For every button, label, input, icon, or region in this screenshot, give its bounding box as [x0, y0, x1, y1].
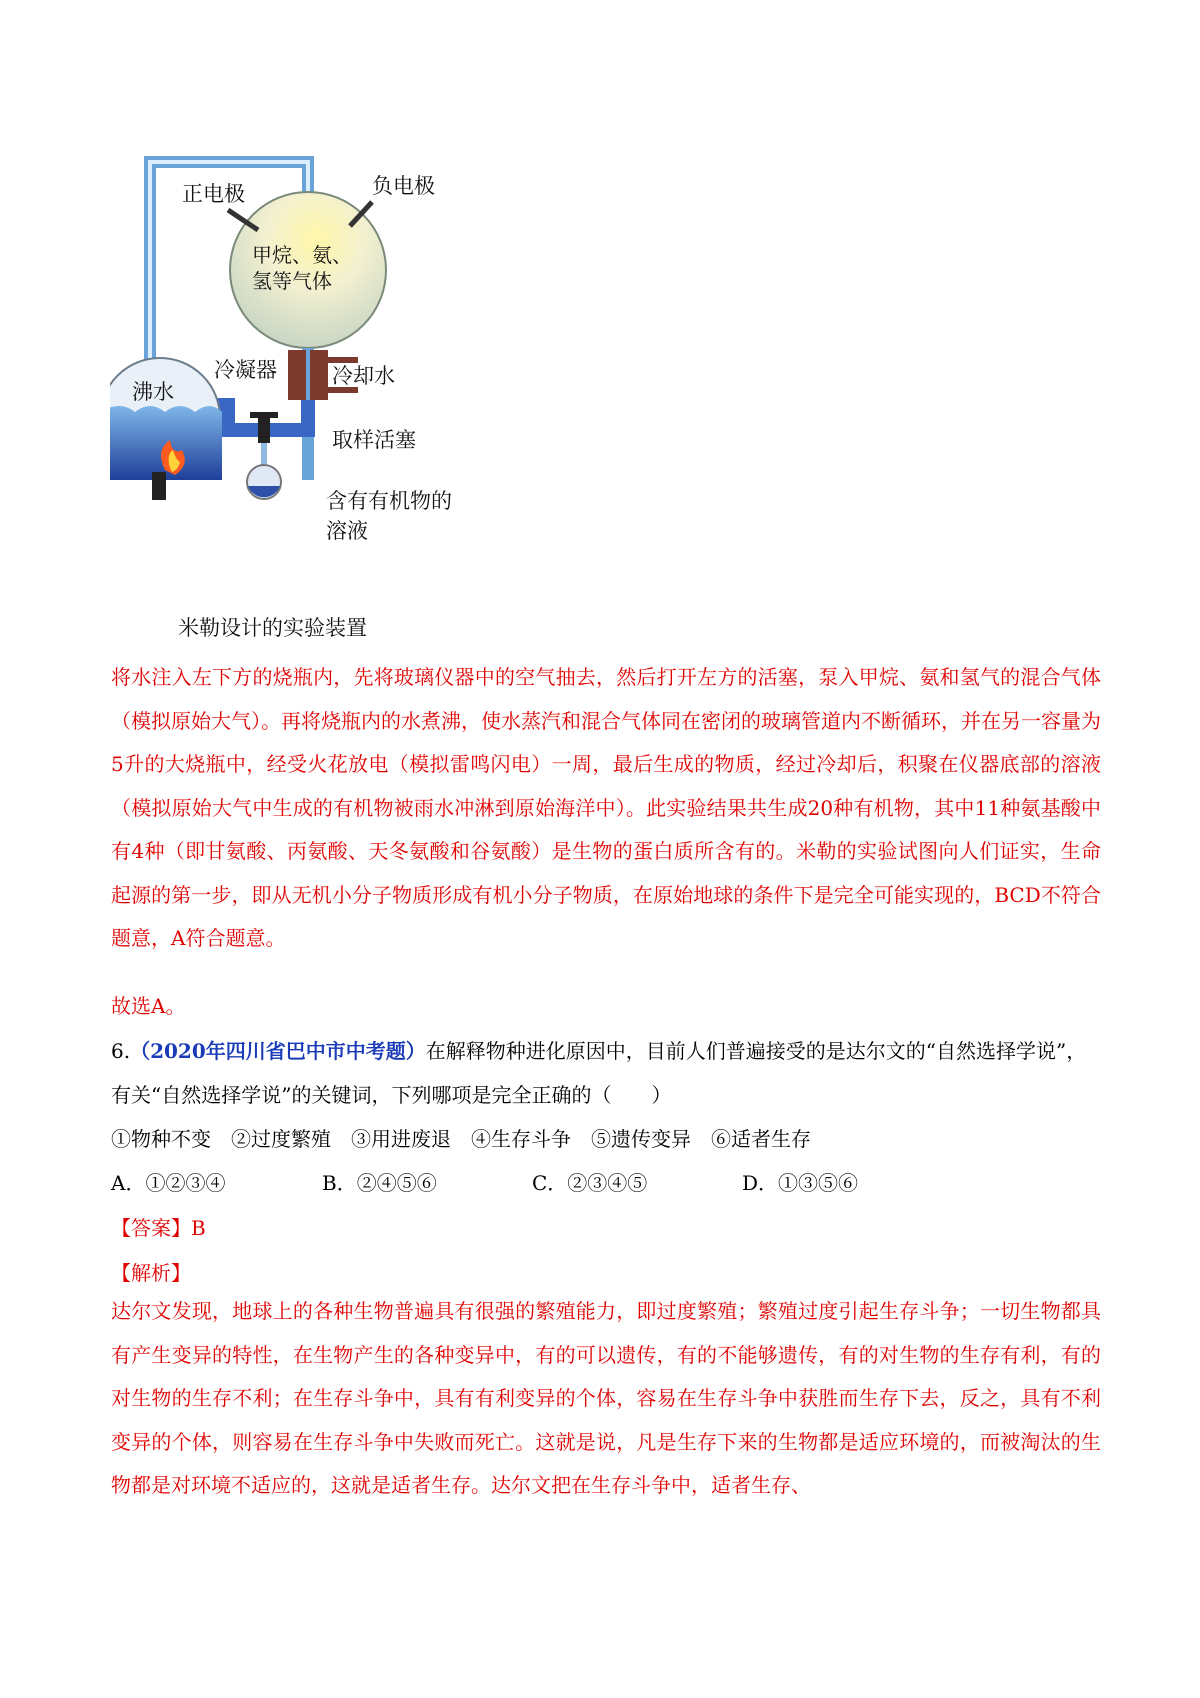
figure-caption: 米勒设计的实验装置	[178, 616, 367, 640]
miller-apparatus-figure	[110, 150, 510, 650]
q6-answer	[111, 1213, 206, 1243]
q6-stem-text: 在解释物种进化原因中，目前人们普遍接受的是达尔文的“自然选择学说”，	[425, 1039, 1087, 1063]
q6-stem-line2: 有关“自然选择学说”的关键词，下列哪项是完全正确的（ ）	[111, 1083, 672, 1107]
q6-option-c: C．②③④⑤	[532, 1171, 648, 1195]
q6-option-b: B．②④⑤⑥	[322, 1171, 437, 1195]
label-sampling-valve: 取样活塞	[332, 428, 416, 452]
label-condenser: 冷凝器	[214, 358, 277, 382]
label-gases: 甲烷、氨、 氢等气体	[252, 243, 352, 293]
q6-analysis-tag: 【解析】	[111, 1261, 191, 1285]
answer-tag: 【答案】	[111, 1216, 191, 1240]
q6-option-a: A．①②③④	[111, 1171, 226, 1195]
q5-explanation: 将水注入左下方的烧瓶内，先将玻璃仪器中的空气抽去，然后打开左方的活塞，泵入甲烷、氨和氢气的混合气体（模拟原始大气）。再将烧瓶内的水煮沸，使水蒸汽和混合气体同在密闭的玻璃管道内不断循环，并在另一容量为5升的大烧瓶中，经受火花放电（模拟雷鸣闪电）一周，最后生成的物质，经过冷却后，积聚在仪器底部的溶液（模拟原始大气中生成的有机物被雨水冲淋到原始海洋中）。此实验结果共生成20种有机物，其中11种氨基酸中有4种（即甘氨酸、丙氨酸、天冬氨酸和谷氨酸）是生物的蛋白质所含有的。米勒的实验试图向人们证实，生命起源的第一步，即从无机小分子物质形成有机小分子物质，在原始地球的条件下是完全可能实现的，BCD不符合题意，A符合题意。	[111, 665, 1101, 950]
label-positive-electrode: 正电极	[182, 182, 245, 206]
label-boiling-water: 沸水	[132, 380, 174, 404]
label-cooling-water: 冷却水	[332, 364, 395, 388]
q6-number: 6.	[111, 1039, 131, 1063]
q6-stem-line1	[111, 1036, 1086, 1066]
q5-conclusion: 故选A。	[111, 994, 186, 1018]
q6-option-d: D．①③⑤⑥	[742, 1171, 859, 1195]
label-negative-electrode: 负电极	[372, 174, 435, 198]
answer-value: B	[191, 1216, 206, 1240]
q6-analysis: 达尔文发现，地球上的各种生物普遍具有很强的繁殖能力，即过度繁殖；繁殖过度引起生存斗争；一切生物都具有产生变异的特性，在生物产生的各种变异中，有的可以遗传，有的不能够遗传，有的对生物的生存有利，有的对生物的生存不利；在生存斗争中，具有有利变异的个体，容易在生存斗争中获胜而生存下去，反之，具有不利变异的个体，则容易在生存斗争中失败而死亡。这就是说，凡是生存下来的生物都是适应环境的，而被淘汰的生物都是对环境不适应的，这就是适者生存。达尔文把在生存斗争中，适者生存、	[111, 1299, 1101, 1497]
q6-items: ①物种不变 ②过度繁殖 ③用进废退 ④生存斗争 ⑤遗传变异 ⑥适者生存	[111, 1127, 811, 1151]
label-solution: 含有有机物的 溶液	[326, 489, 452, 543]
q6-source: （2020年四川省巴中市中考题）	[130, 1039, 426, 1063]
